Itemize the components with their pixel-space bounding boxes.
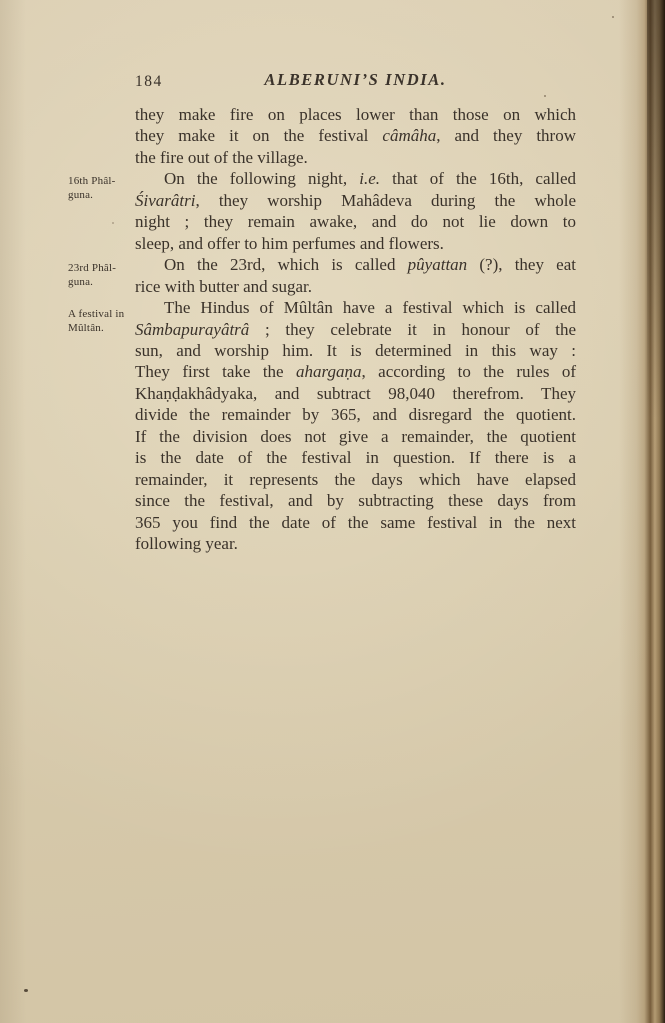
text-line: following year.: [135, 534, 238, 554]
margin-note-line: Mûltân.: [68, 321, 104, 334]
left-edge-shading: [0, 0, 26, 1023]
text-line: On the following night, i.e. that of the 16th, called: [164, 169, 576, 189]
page-number: 184: [135, 73, 163, 90]
paragraph: [135, 104, 576, 168]
paper-speck: [24, 989, 28, 992]
text-line: Sâmbapurayâtrâ ; they celebrate it in honour of the: [135, 319, 576, 339]
text-line: On the 23rd, which is called pûyattan (?), they eat: [164, 255, 576, 275]
margin-note-line: 16th Phâl-: [68, 175, 116, 187]
margin-note-line: A festival in: [68, 308, 125, 320]
text-line: They first take the ahargaṇa, according to the rules of: [135, 362, 576, 382]
text-line: sleep, and offer to him perfumes and flowers.: [135, 233, 444, 253]
paper-speck: [112, 222, 114, 224]
text-line: Khaṇḍakhâdyaka, and subtract 98,040 therefrom. They: [135, 383, 576, 403]
paper-speck: [612, 16, 614, 18]
text-line: remainder, it represents the days which have elapsed: [135, 469, 576, 489]
margin-note-line: guna.: [68, 188, 94, 201]
running-title: ALBERUNI’S INDIA.: [264, 70, 447, 89]
text-line: night ; they remain awake, and do not lie down to: [135, 212, 576, 232]
text-line: sun, and worship him. It is determined in this way :: [135, 340, 576, 360]
text-line: rice with butter and sugar.: [135, 276, 313, 296]
text-line: 365 you find the date of the same festival in the next: [135, 512, 576, 532]
text-line: The Hindus of Mûltân have a festival which is called: [164, 298, 576, 318]
paragraph: [135, 297, 576, 554]
paragraph: [135, 168, 576, 254]
page-header: [135, 70, 576, 94]
paper-speck: [544, 95, 546, 97]
text-line: is the date of the festival in question. If there is a: [135, 448, 576, 468]
page-edge-shadow-top: [647, 0, 665, 420]
text-line: divide the remainder by 365, and disregard the quotient.: [135, 405, 576, 425]
margin-note-line: guna.: [68, 275, 94, 288]
text-column: [135, 104, 576, 555]
text-line: since the festival, and by subtracting these days from: [135, 491, 576, 511]
margin-note-line: 23rd Phâl-: [68, 262, 117, 274]
text-line: the fire out of the village.: [135, 147, 308, 167]
margin-note: [68, 308, 134, 335]
text-line: Śivarâtri, they worship Mahâdeva during the whole: [135, 190, 576, 210]
text-line: If the division does not give a remainder, the quotient: [135, 426, 576, 446]
text-line: they make it on the festival câmâha, and they throw: [135, 126, 576, 146]
margin-note: [68, 262, 134, 289]
margin-note: [68, 175, 134, 202]
text-line: they make fire on places lower than those on which: [135, 105, 576, 124]
paragraph: [135, 254, 576, 297]
